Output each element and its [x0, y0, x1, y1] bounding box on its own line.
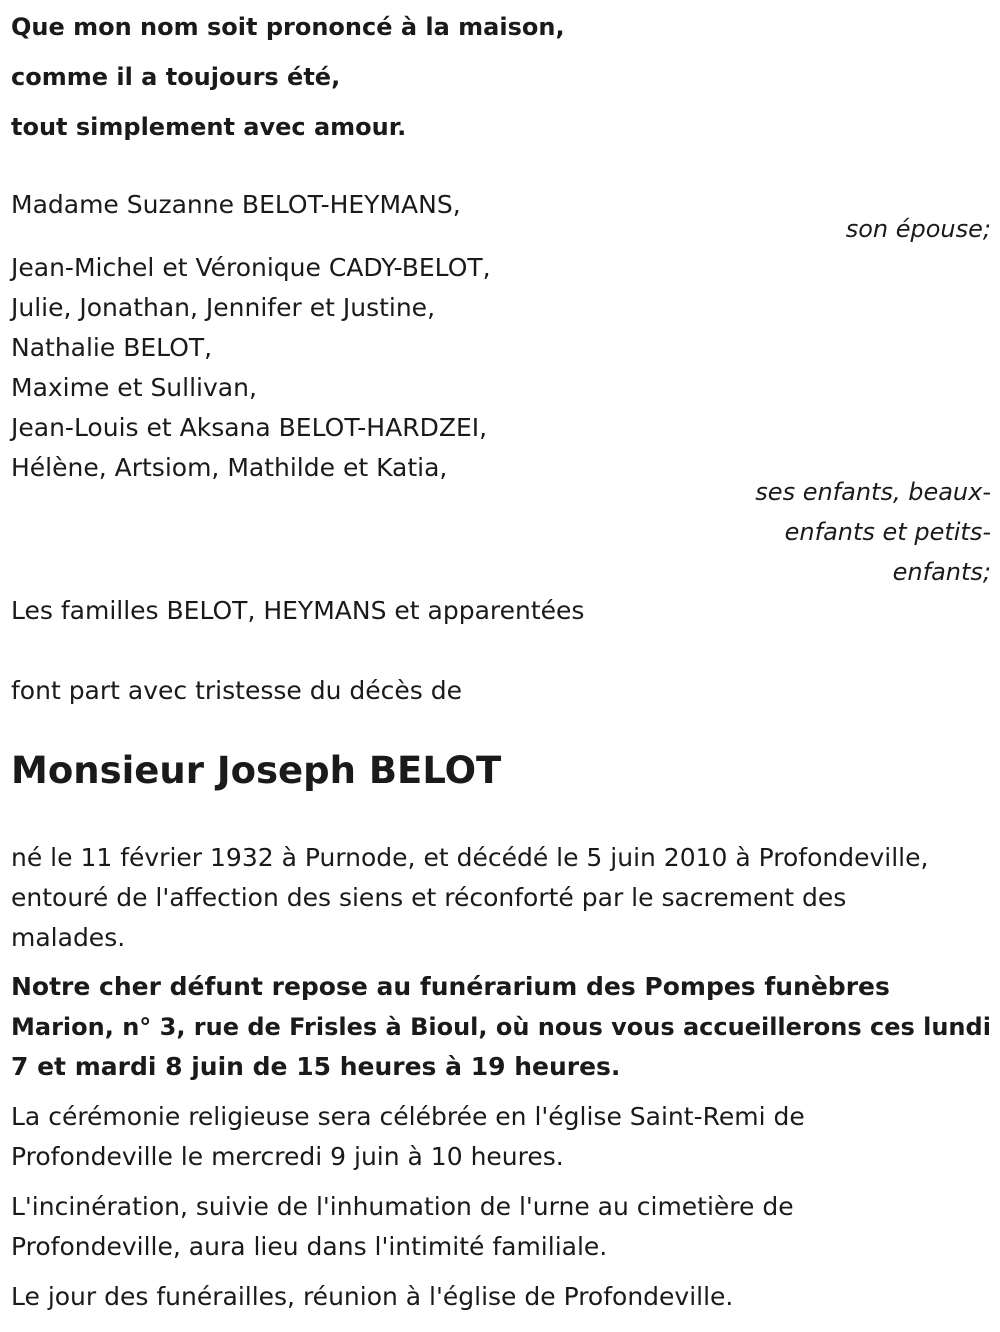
families: Les familles BELOT, HEYMANS et apparentées: [11, 596, 585, 625]
children-list: [11, 248, 491, 488]
poem-line: comme il a toujours été,: [11, 63, 341, 91]
incineration-paragraph: [11, 1187, 794, 1267]
funerarium-line: 7 et mardi 8 juin de 15 heures à 19 heures.: [11, 1052, 621, 1081]
poem-line: Que mon nom soit prononcé à la maison,: [11, 13, 565, 41]
birth-line: entouré de l'affection des siens et réconforté par le sacrement des: [11, 883, 847, 912]
spouse-name: Madame Suzanne BELOT-HEYMANS,: [11, 190, 461, 219]
children-line: Maxime et Sullivan,: [11, 373, 257, 402]
children-line: Hélène, Artsiom, Mathilde et Katia,: [11, 453, 448, 482]
deceased-name: Monsieur Joseph BELOT: [11, 749, 502, 792]
birth-line: malades.: [11, 923, 126, 952]
incineration-line: L'incinération, suivie de l'inhumation de l'urne au cimetière de: [11, 1192, 794, 1221]
children-line: Jean-Louis et Aksana BELOT-HARDZEI,: [11, 413, 488, 442]
children-line: Julie, Jonathan, Jennifer et Justine,: [11, 293, 436, 322]
funerarium-paragraph: [11, 967, 991, 1087]
poem-line: tout simplement avec amour.: [11, 113, 407, 141]
children-role-line: ses enfants, beaux-: [755, 478, 991, 506]
ceremony-paragraph: [11, 1097, 805, 1177]
children-role-line: enfants et petits-: [784, 518, 991, 546]
announcement: font part avec tristesse du décès de: [11, 676, 462, 705]
children-line: Nathalie BELOT,: [11, 333, 213, 362]
poem: [11, 2, 565, 152]
ceremony-line: La cérémonie religieuse sera célébrée en l'église Saint-Remi de: [11, 1102, 805, 1131]
ceremony-line: Profondeville le mercredi 9 juin à 10 heures.: [11, 1142, 564, 1171]
funerarium-line: Notre cher défunt repose au funérarium des Pompes funèbres: [11, 972, 890, 1001]
children-line: Jean-Michel et Véronique CADY-BELOT,: [11, 253, 491, 282]
spouse-role: son épouse;: [845, 215, 991, 243]
incineration-line: Profondeville, aura lieu dans l'intimité familiale.: [11, 1232, 608, 1261]
meeting: Le jour des funérailles, réunion à l'église de Profondeville.: [11, 1282, 734, 1311]
children-role-line: enfants;: [892, 558, 991, 586]
birth-line: né le 11 février 1932 à Purnode, et décédé le 5 juin 2010 à Profondeville,: [11, 843, 929, 872]
funerarium-line: Marion, n° 3, rue de Frisles à Bioul, où nous vous accueillerons ces lundi: [11, 1013, 991, 1041]
birth-paragraph: [11, 838, 928, 958]
children-role: [755, 472, 991, 592]
